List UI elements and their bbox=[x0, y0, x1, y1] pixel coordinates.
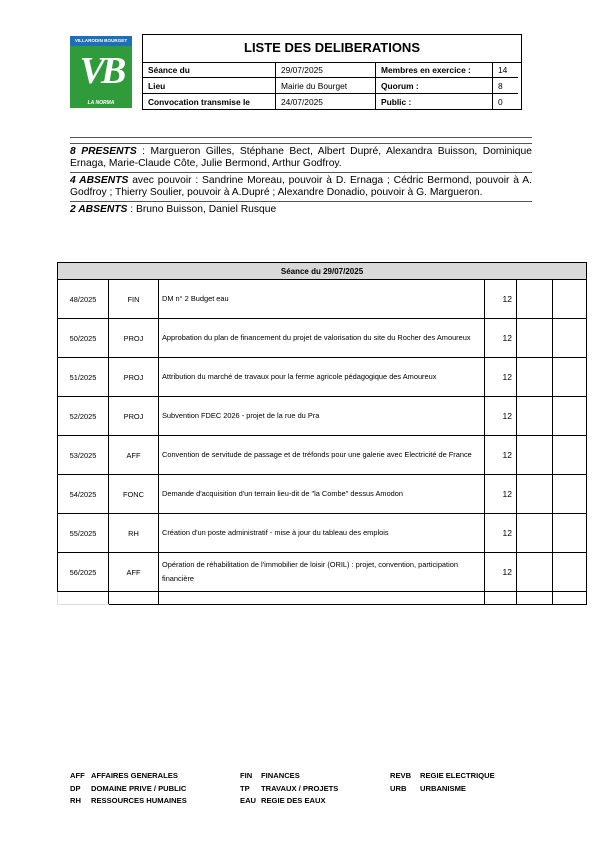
empty-cell bbox=[553, 358, 587, 397]
logo-bottom-text: LA NORMA bbox=[87, 100, 115, 106]
present-heading: 8 PRESENTS bbox=[70, 146, 137, 157]
empty-cell bbox=[58, 592, 109, 605]
deliberation-votes: 12 bbox=[485, 280, 517, 319]
deliberation-number: 55/2025 bbox=[58, 514, 109, 553]
deliberation-code: PROJ bbox=[109, 397, 159, 436]
deliberation-code: PROJ bbox=[109, 358, 159, 397]
deliberation-object: DM n° 2 Budget eau bbox=[159, 280, 485, 319]
absent-list: : Bruno Buisson, Daniel Rusque bbox=[127, 204, 277, 215]
empty-cell bbox=[517, 514, 553, 553]
legend-abbr: AFF bbox=[70, 771, 85, 780]
legend-column bbox=[240, 770, 338, 808]
legend-item bbox=[70, 783, 187, 796]
deliberation-number: 54/2025 bbox=[58, 475, 109, 514]
info-value: 8 bbox=[493, 78, 519, 94]
deliberation-object: Approbation du plan de financement du projet de valorisation du site du Rocher des Amoureux bbox=[159, 319, 485, 358]
deliberation-object: Convention de servitude de passage et de tréfonds pour une galerie avec Electricité de France bbox=[159, 436, 485, 475]
deliberation-code: AFF bbox=[109, 436, 159, 475]
absent-pouvoir-list: avec pouvoir : Sandrine Moreau, pouvoir à D. Ernaga ; Cédric Bermond, pouvoir à A. Godfroy ; Thierry Soulier, pouvoir à A.Dupré ; Alexandre Donadio, pouvoir à G. Margueron. bbox=[70, 175, 532, 198]
empty-cell bbox=[517, 358, 553, 397]
legend-item bbox=[390, 783, 495, 796]
table-row bbox=[58, 280, 587, 319]
table-row bbox=[58, 358, 587, 397]
empty-cell bbox=[553, 319, 587, 358]
deliberation-number: 48/2025 bbox=[58, 280, 109, 319]
table-row bbox=[58, 436, 587, 475]
deliberation-code: FONC bbox=[109, 475, 159, 514]
legend-item bbox=[70, 770, 187, 783]
commune-logo bbox=[70, 36, 132, 108]
deliberation-votes: 12 bbox=[485, 553, 517, 592]
empty-row bbox=[58, 592, 587, 605]
attendance-block bbox=[70, 137, 532, 218]
empty-cell bbox=[109, 592, 159, 605]
legend-abbr: EAU bbox=[240, 796, 257, 805]
deliberation-number: 52/2025 bbox=[58, 397, 109, 436]
deliberation-votes: 12 bbox=[485, 319, 517, 358]
present-paragraph bbox=[70, 144, 532, 172]
legend-item bbox=[240, 770, 338, 783]
empty-cell bbox=[553, 592, 587, 605]
info-row bbox=[143, 78, 518, 94]
legend-item bbox=[240, 795, 338, 808]
deliberation-number: 51/2025 bbox=[58, 358, 109, 397]
legend-label: AFFAIRES GENERALES bbox=[91, 771, 178, 780]
info-value: 29/07/2025 bbox=[276, 62, 376, 78]
table-row bbox=[58, 553, 587, 592]
info-label: Séance du bbox=[143, 62, 276, 78]
info-value: Mairie du Bourget bbox=[276, 78, 376, 94]
legend-abbr: DP bbox=[70, 783, 81, 793]
legend-column bbox=[70, 770, 187, 808]
legend-label: DOMAINE PRIVE / PUBLIC bbox=[91, 783, 187, 793]
seance-title: Séance du 29/07/2025 bbox=[58, 263, 587, 280]
legend-item bbox=[390, 770, 495, 783]
empty-cell bbox=[517, 475, 553, 514]
deliberation-object: Demande d'acquisition d'un terrain lieu-dit de "la Combe" dessus Amodon bbox=[159, 475, 485, 514]
deliberation-votes: 12 bbox=[485, 358, 517, 397]
empty-cell bbox=[553, 397, 587, 436]
table-row bbox=[58, 475, 587, 514]
empty-cell bbox=[517, 553, 553, 592]
deliberation-votes: 12 bbox=[485, 514, 517, 553]
legend-label: REGIE DES EAUX bbox=[261, 796, 326, 805]
table-row bbox=[58, 514, 587, 553]
seance-info-table bbox=[143, 62, 518, 109]
legend-label: FINANCES bbox=[261, 771, 300, 780]
info-label: Membres en exercice : bbox=[376, 62, 493, 78]
legend-label: TRAVAUX / PROJETS bbox=[261, 783, 339, 793]
header-box bbox=[142, 34, 522, 110]
absent-heading: 2 ABSENTS bbox=[70, 204, 128, 215]
empty-cell bbox=[553, 436, 587, 475]
legend-abbr: RH bbox=[70, 796, 81, 805]
absent-pouvoir-heading: 4 ABSENTS bbox=[70, 175, 129, 186]
empty-cell bbox=[517, 319, 553, 358]
deliberation-votes: 12 bbox=[485, 436, 517, 475]
info-label: Lieu bbox=[143, 78, 276, 94]
legend-label: URBANISME bbox=[420, 783, 466, 793]
info-label: Convocation transmise le bbox=[143, 94, 276, 110]
seance-header-row bbox=[58, 263, 587, 280]
info-value: 24/07/2025 bbox=[276, 94, 376, 110]
deliberation-object: Opération de réhabilitation de l'immobilier de loisir (ORIL) : projet, convention, participation financière bbox=[159, 553, 485, 592]
legend-column bbox=[390, 770, 495, 795]
empty-cell bbox=[517, 436, 553, 475]
legend-abbr: FIN bbox=[240, 771, 253, 780]
deliberation-code: RH bbox=[109, 514, 159, 553]
deliberation-object: Création d'un poste administratif - mise à jour du tableau des emplois bbox=[159, 514, 485, 553]
absent-paragraph bbox=[70, 202, 532, 218]
deliberation-number: 50/2025 bbox=[58, 319, 109, 358]
page-title: LISTE DES DELIBERATIONS bbox=[143, 35, 521, 63]
info-value: 0 bbox=[493, 94, 519, 110]
present-list: : Margueron Gilles, Stéphane Bect, Albert Dupré, Alexandra Buisson, Dominique Ernaga, Marie-Claude Côte, Julie Bermond, Arthur Godfroy. bbox=[70, 146, 532, 169]
legend-abbr: REVB bbox=[390, 771, 412, 780]
empty-cell bbox=[553, 280, 587, 319]
deliberation-code: FIN bbox=[109, 280, 159, 319]
legend-item bbox=[240, 783, 338, 796]
deliberation-code: PROJ bbox=[109, 319, 159, 358]
legend-label: RESSOURCES HUMAINES bbox=[91, 796, 187, 805]
logo-top-text: VILLARODIN BOURGET bbox=[70, 36, 132, 46]
deliberations-table bbox=[57, 262, 587, 605]
empty-cell bbox=[553, 514, 587, 553]
legend-label: REGIE ELECTRIQUE bbox=[420, 771, 495, 780]
info-row bbox=[143, 94, 518, 110]
absent-pouvoir-paragraph bbox=[70, 173, 532, 201]
deliberation-votes: 12 bbox=[485, 397, 517, 436]
table-row bbox=[58, 397, 587, 436]
empty-cell bbox=[485, 592, 517, 605]
deliberation-number: 53/2025 bbox=[58, 436, 109, 475]
legend-abbr: TP bbox=[240, 783, 250, 793]
empty-cell bbox=[159, 592, 485, 605]
deliberation-number: 56/2025 bbox=[58, 553, 109, 592]
info-label: Quorum : bbox=[376, 78, 493, 94]
empty-cell bbox=[517, 592, 553, 605]
table-row bbox=[58, 319, 587, 358]
deliberation-code: AFF bbox=[109, 553, 159, 592]
deliberation-votes: 12 bbox=[485, 475, 517, 514]
empty-cell bbox=[553, 475, 587, 514]
legend-abbr: URB bbox=[390, 783, 407, 793]
empty-cell bbox=[517, 280, 553, 319]
deliberation-object: Attribution du marché de travaux pour la ferme agricole pédagogique des Amoureux bbox=[159, 358, 485, 397]
deliberation-object: Subvention FDEC 2026 - projet de la rue du Pra bbox=[159, 397, 485, 436]
info-label: Public : bbox=[376, 94, 493, 110]
empty-cell bbox=[553, 553, 587, 592]
logo-monogram: VB bbox=[79, 50, 123, 92]
legend-item bbox=[70, 795, 187, 808]
empty-cell bbox=[517, 397, 553, 436]
info-value: 14 bbox=[493, 62, 519, 78]
info-row bbox=[143, 62, 518, 78]
